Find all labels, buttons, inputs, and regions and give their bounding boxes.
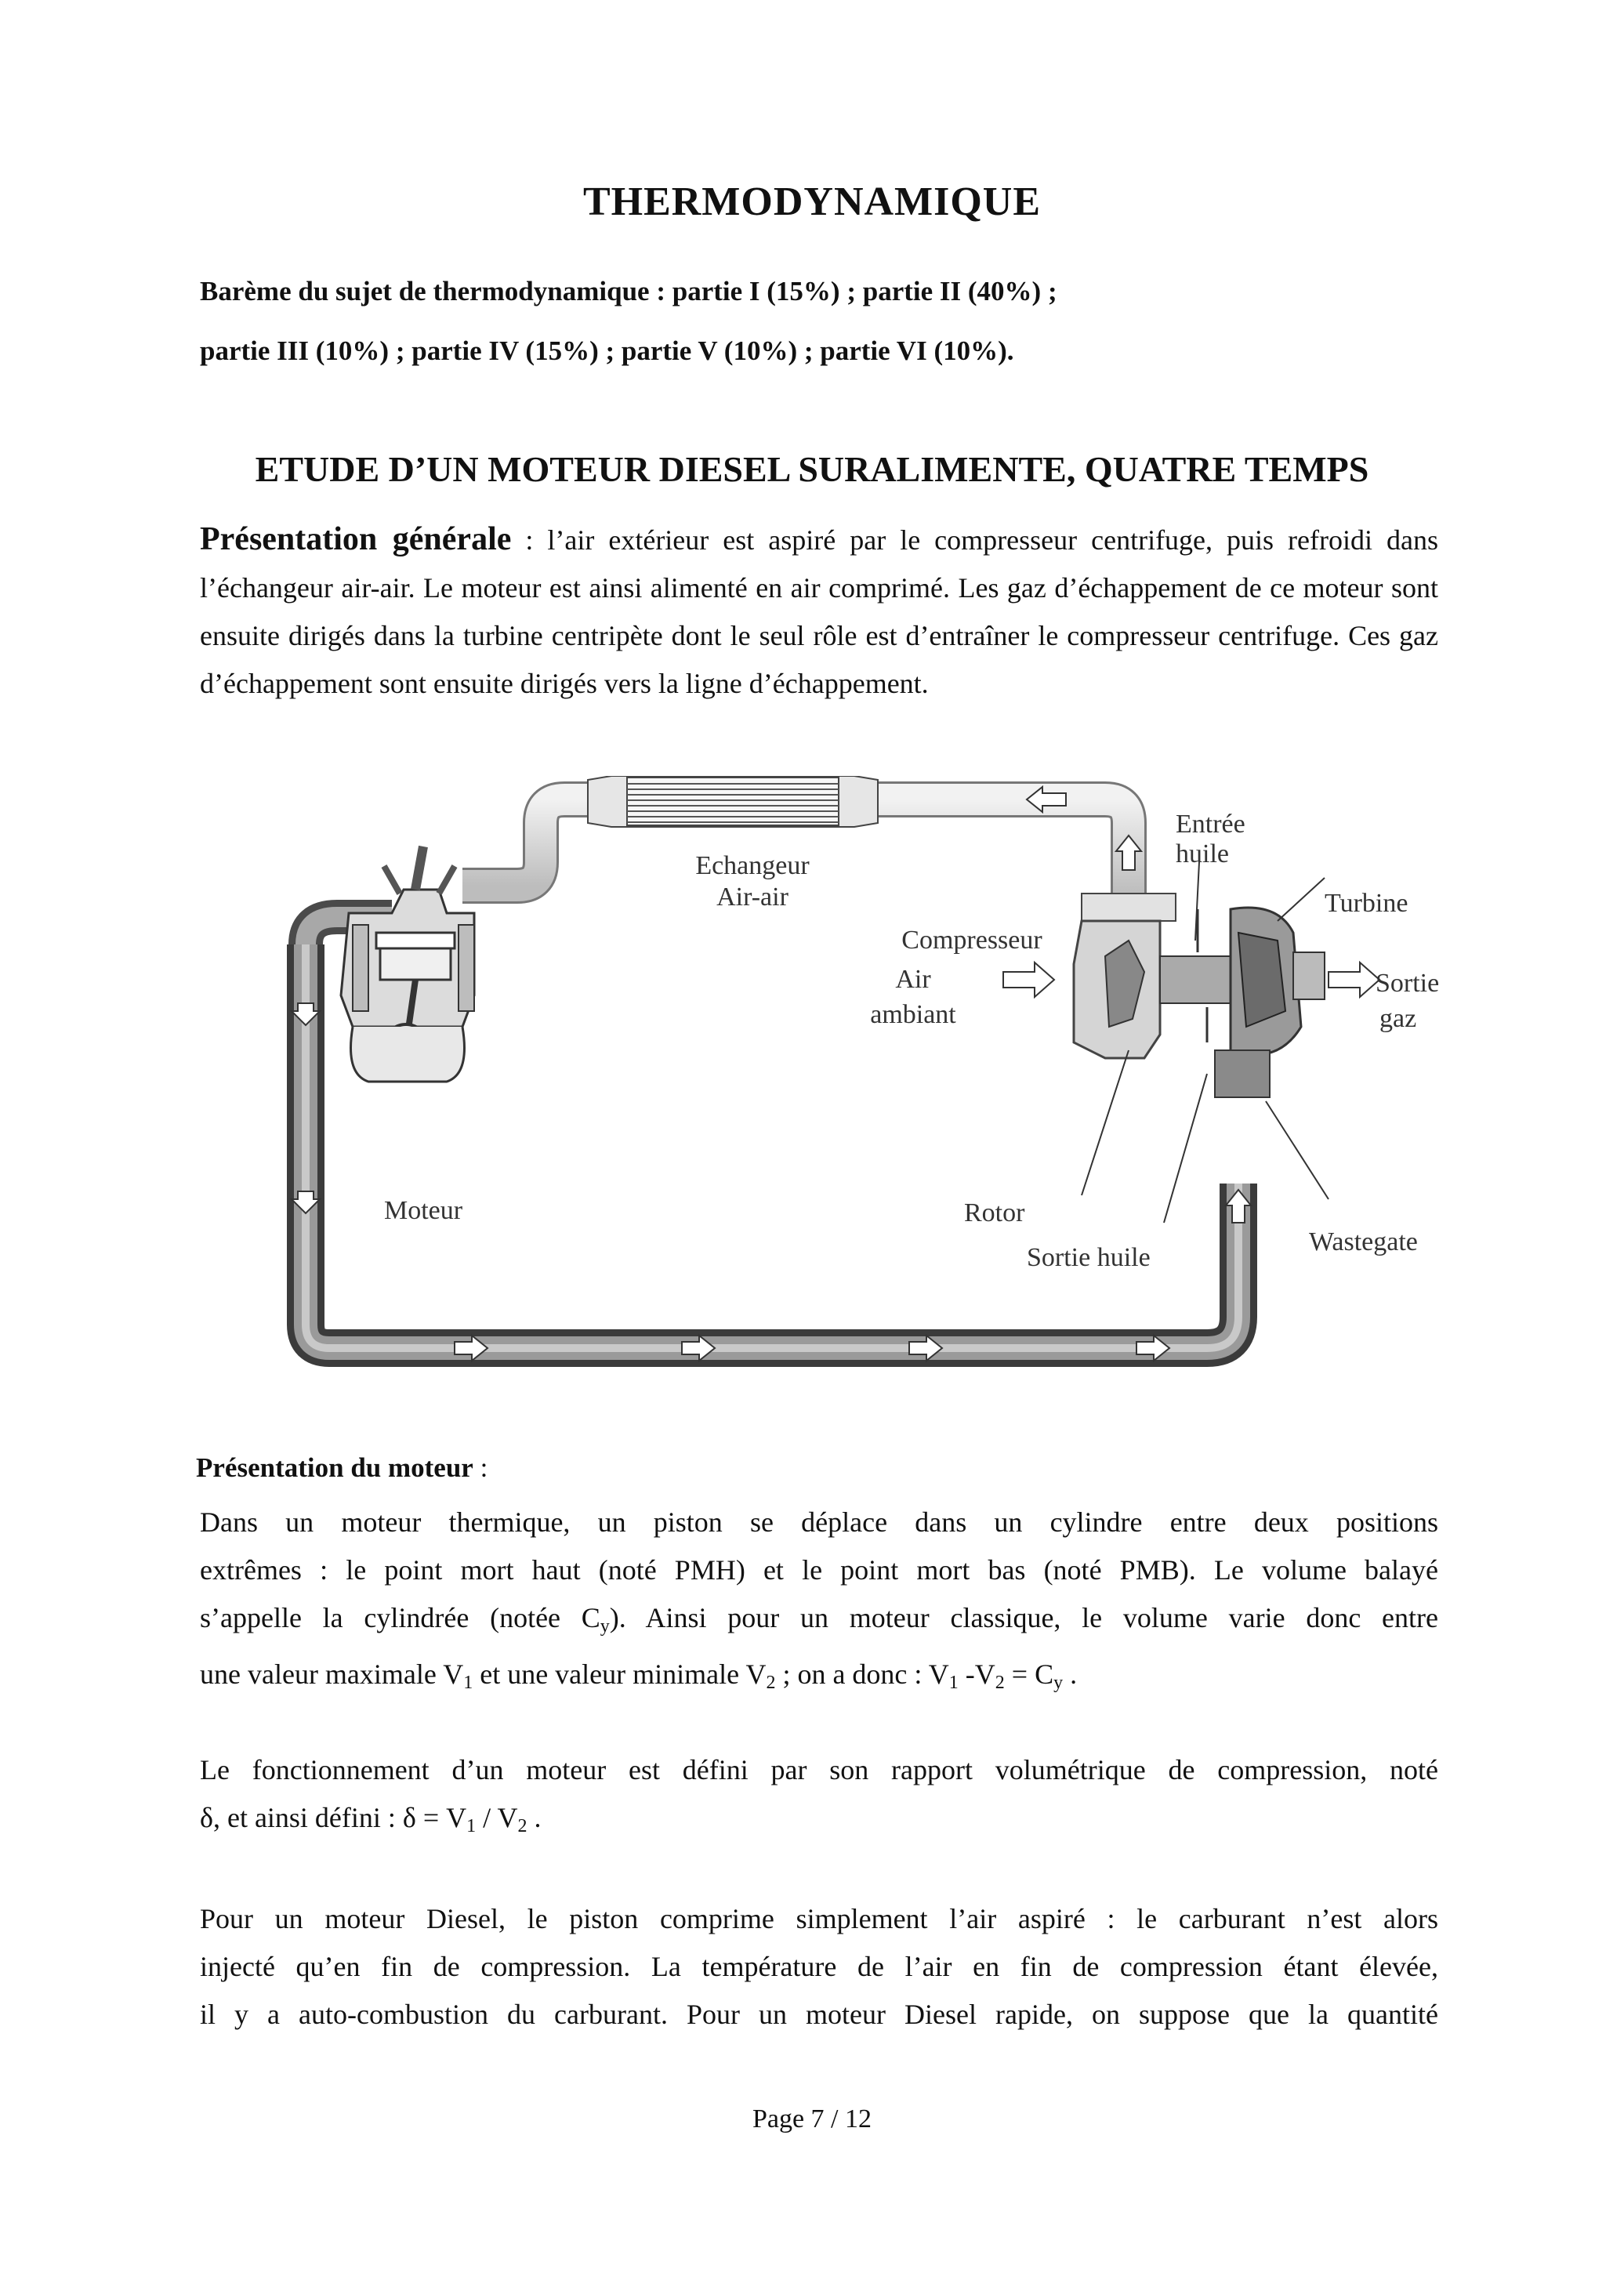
presentation-moteur-heading bbox=[196, 1452, 488, 1484]
label-sortie-2: gaz bbox=[1379, 1004, 1417, 1033]
moteur-line-3a: s’appelle la cylindrée (notée C bbox=[200, 1602, 600, 1633]
echangeur-air-air bbox=[588, 776, 878, 827]
rapport-line-2-sub2: 2 bbox=[517, 1816, 527, 1836]
diesel-line-2: injecté qu’en fin de compression. La température de l’air en fin de compression étant élevée, bbox=[200, 1951, 1438, 1982]
section-title: ETUDE D’UN MOTEUR DIESEL SURALIMENTE, QUATRE TEMPS bbox=[255, 449, 1369, 489]
presentation-generale-text: : l’air extérieur est aspiré par le compresseur centrifuge, puis refroidi dans l’échangeur air-air. Le moteur est ainsi alimenté en air comprimé. Les gaz d’échappement de ce moteur sont ensuite dirigés dans la turbine centripète dont le seul rôle est d’entraîner le compresseur centrifuge. Ces gaz d’échappement sont ensuite dirigés vers la ligne d’échappement. bbox=[200, 524, 1438, 699]
presentation-generale-lead: Présentation générale bbox=[200, 521, 512, 557]
label-sortie-1: Sortie bbox=[1376, 969, 1440, 998]
turbocompresseur bbox=[1074, 894, 1325, 1097]
rapport-line-1: Le fonctionnement d’un moteur est défini par son rapport volumétrique de compression, noté bbox=[200, 1754, 1438, 1785]
moteur-line-4-sub3: 1 bbox=[948, 1673, 959, 1693]
label-moteur: Moteur bbox=[384, 1196, 463, 1225]
moteur-line-4f: . bbox=[1063, 1658, 1078, 1690]
rapport-line-2c: . bbox=[527, 1802, 542, 1833]
diesel-line-1: Pour un moteur Diesel, le piston comprime simplement l’air aspiré : le carburant n’est alors bbox=[200, 1903, 1438, 1934]
rapport-line-2 bbox=[200, 1794, 1438, 1851]
label-wastegate: Wastegate bbox=[1309, 1227, 1418, 1256]
moteur-line-3-sub: y bbox=[600, 1616, 610, 1637]
presentation-moteur-heading-colon: : bbox=[473, 1452, 488, 1483]
rapport-line-2-sub1: 1 bbox=[466, 1816, 477, 1836]
moteur-line-3b: ). Ainsi pour un moteur classique, le volume varie donc entre bbox=[609, 1602, 1438, 1633]
presentation-moteur-heading-text: Présentation du moteur bbox=[196, 1452, 473, 1483]
page-title: THERMODYNAMIQUE bbox=[582, 179, 1042, 224]
rapport-line-2b: / V bbox=[476, 1802, 518, 1833]
moteur-line-4a: une valeur maximale V bbox=[200, 1658, 464, 1690]
rapport-line-2a: δ, et ainsi défini : δ = V bbox=[200, 1802, 467, 1833]
label-air-2: ambiant bbox=[870, 1000, 956, 1029]
label-compresseur: Compresseur bbox=[901, 926, 1042, 955]
moteur-line-4-sub4: 2 bbox=[995, 1673, 1005, 1693]
presentation-generale bbox=[200, 516, 1438, 708]
label-rotor: Rotor bbox=[964, 1198, 1025, 1227]
label-sortie-huile: Sortie huile bbox=[1027, 1243, 1151, 1272]
label-echangeur-2: Air-air bbox=[716, 883, 788, 912]
moteur-line-4e: = C bbox=[1004, 1658, 1054, 1690]
label-entree-2: huile bbox=[1176, 839, 1229, 868]
bareme-line-2: partie III (10%) ; partie IV (15%) ; partie V (10%) ; partie VI (10%). bbox=[200, 335, 1014, 366]
moteur-line-1: Dans un moteur thermique, un piston se déplace dans un cylindre entre deux positions bbox=[200, 1506, 1438, 1538]
diesel-line-3: il y a auto-combustion du carburant. Pour un moteur Diesel rapide, on suppose que la quantité bbox=[200, 1999, 1438, 2030]
label-turbine: Turbine bbox=[1325, 889, 1408, 918]
diesel-text bbox=[200, 1895, 1438, 2039]
turbo-diesel-diagram bbox=[259, 776, 1497, 1372]
presentation-moteur-text bbox=[200, 1499, 1438, 1707]
moteur-line-2: extrêmes : le point mort haut (noté PMH) et le point mort bas (noté PMB). Le volume balayé bbox=[200, 1554, 1438, 1586]
label-air-1: Air bbox=[895, 965, 931, 994]
moteur-line-4-sub2: 2 bbox=[766, 1673, 776, 1693]
moteur-line-4-sub1: 1 bbox=[463, 1673, 473, 1693]
label-echangeur-1: Echangeur bbox=[695, 851, 810, 880]
bareme-line-1: Barème du sujet de thermodynamique : partie I (15%) ; partie II (40%) ; bbox=[200, 276, 1057, 306]
moteur-line-4b: et une valeur minimale V bbox=[473, 1658, 767, 1690]
moteur-line-3 bbox=[200, 1594, 1438, 1651]
moteur-line-4d: -V bbox=[958, 1658, 995, 1690]
rapport-volumetrique-text bbox=[200, 1746, 1438, 1851]
moteur-line-4c: ; on a donc : V bbox=[775, 1658, 949, 1690]
moteur-line-4-sub5: y bbox=[1053, 1673, 1064, 1693]
moteur-engine bbox=[341, 846, 474, 1082]
page-number: Page 7 / 12 bbox=[752, 2104, 872, 2133]
label-entree-1: Entrée bbox=[1176, 810, 1245, 839]
moteur-line-4 bbox=[200, 1651, 1438, 1707]
